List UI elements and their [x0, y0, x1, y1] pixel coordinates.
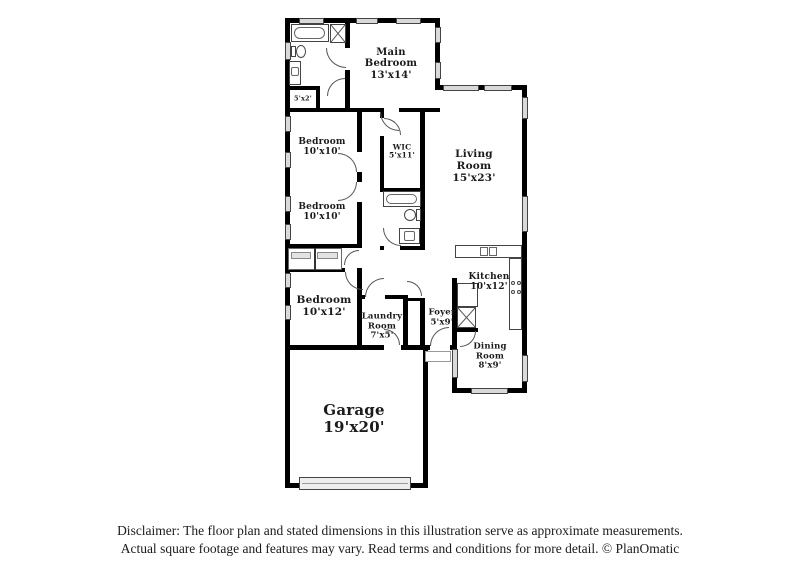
- door-arc-bedroom-2: [338, 182, 357, 201]
- stove-burner: [511, 281, 515, 285]
- wall: [380, 246, 384, 250]
- bathtub-basin: [294, 27, 325, 39]
- label-line: 10'x10': [303, 147, 341, 157]
- window: [285, 196, 291, 212]
- shower: [330, 24, 346, 43]
- label-line: Bedroom: [298, 201, 346, 212]
- stove-burner: [517, 290, 521, 294]
- window: [285, 305, 291, 320]
- wall: [420, 298, 425, 350]
- door-arc-hall-closet: [407, 281, 422, 296]
- window: [471, 388, 508, 394]
- wall: [345, 70, 350, 112]
- label-line: Foyer: [428, 307, 456, 318]
- wall: [357, 172, 362, 182]
- door-arc-bedroom-3: [345, 272, 363, 290]
- room-label-closet-5x2: [294, 95, 312, 102]
- kitchen-sink: [480, 247, 488, 256]
- label-line: 15'x23': [452, 171, 496, 184]
- label-line: Bedroom: [296, 294, 352, 307]
- wall: [285, 345, 384, 350]
- label-line: Dining: [473, 341, 507, 352]
- room-label-bedroom-1: [298, 137, 345, 157]
- wall: [357, 202, 362, 248]
- window: [285, 273, 291, 288]
- room-label-living-room: [452, 149, 495, 185]
- stove-burner: [517, 281, 521, 285]
- window: [452, 349, 458, 378]
- toilet-tank: [416, 209, 421, 221]
- wall: [408, 298, 422, 301]
- label-line: 5'x9': [430, 317, 454, 327]
- label-line: 5'x2': [294, 94, 312, 103]
- label-line: Main: [376, 47, 406, 59]
- kitchen-counter: [509, 258, 522, 330]
- window: [396, 18, 421, 24]
- wall: [420, 108, 425, 250]
- wall: [400, 246, 425, 250]
- wall: [403, 295, 408, 350]
- label-line: 10'x12': [302, 306, 346, 318]
- vanity-sink: [404, 231, 415, 241]
- label-line: Room: [456, 160, 492, 173]
- closet-divider: [314, 248, 316, 270]
- wall: [522, 85, 527, 393]
- label-line: WIC: [392, 142, 412, 152]
- disclaimer-line-2: Actual square footage and features may vary. Read terms and conditions for more detail. © PlanOmatic: [120, 541, 680, 556]
- wall: [357, 295, 365, 299]
- door-arc-front-door: [430, 327, 449, 346]
- kitchen-sink: [489, 247, 497, 256]
- wall: [345, 108, 380, 112]
- toilet-bowl: [404, 209, 416, 221]
- wall: [357, 108, 362, 152]
- garage-door-line: [302, 483, 408, 484]
- room-label-dining-room: [473, 343, 506, 372]
- label-line: Room: [475, 351, 505, 362]
- room-label-wic: [389, 144, 415, 161]
- label-line: Bedroom: [298, 136, 346, 147]
- wall: [423, 350, 428, 488]
- wall: [380, 136, 384, 190]
- window: [356, 18, 378, 24]
- label-line: 13'x14': [370, 69, 412, 81]
- window: [522, 196, 528, 232]
- window: [522, 355, 528, 382]
- window: [522, 97, 528, 119]
- room-label-kitchen: [468, 272, 509, 292]
- door-arc-closet: [344, 250, 359, 265]
- window: [484, 85, 512, 91]
- label-line: 10'x10': [303, 212, 341, 222]
- pantry-shelves: [457, 307, 476, 328]
- disclaimer: [0, 522, 800, 558]
- door-arc-laundry: [365, 278, 384, 297]
- porch-step: [425, 351, 451, 362]
- toilet-bowl: [296, 45, 306, 58]
- vanity-sink: [291, 67, 299, 76]
- closet-shelf: [291, 252, 311, 259]
- wall: [285, 86, 320, 90]
- label-line: Kitchen: [468, 271, 510, 282]
- room-label-foyer: [428, 308, 455, 327]
- disclaimer-line-1: Disclaimer: The floor plan and stated dimensions in this illustration serve as approximate measurements.: [117, 523, 683, 538]
- window: [435, 27, 441, 43]
- label-line: Bedroom: [364, 58, 418, 70]
- label-line: 7'x5': [370, 330, 394, 341]
- label-line: Living: [455, 148, 493, 161]
- label-line: 19'x20': [323, 418, 385, 436]
- label-line: 8'x9': [478, 360, 502, 371]
- room-label-garage: [323, 402, 384, 436]
- room-label-bedroom-2: [298, 202, 345, 222]
- door-arc-main-bedroom-entry: [327, 78, 345, 96]
- window: [285, 224, 291, 240]
- bathtub-basin: [386, 194, 417, 204]
- label-line: Room: [367, 321, 397, 332]
- closet-shelf: [317, 252, 338, 259]
- room-label-bedroom-3: [297, 295, 352, 319]
- window: [285, 152, 291, 168]
- room-label-laundry-room: [362, 313, 403, 342]
- window: [435, 62, 441, 79]
- window: [443, 85, 479, 91]
- door-arc-main-bath: [326, 48, 346, 68]
- label-line: 10'x12': [470, 282, 508, 292]
- label-line: Laundry: [361, 311, 403, 322]
- label-line: Garage: [323, 401, 385, 420]
- room-label-main-bedroom: [365, 47, 417, 81]
- stove-burner: [511, 290, 515, 294]
- label-line: 5'x11': [389, 151, 415, 160]
- window: [285, 116, 291, 132]
